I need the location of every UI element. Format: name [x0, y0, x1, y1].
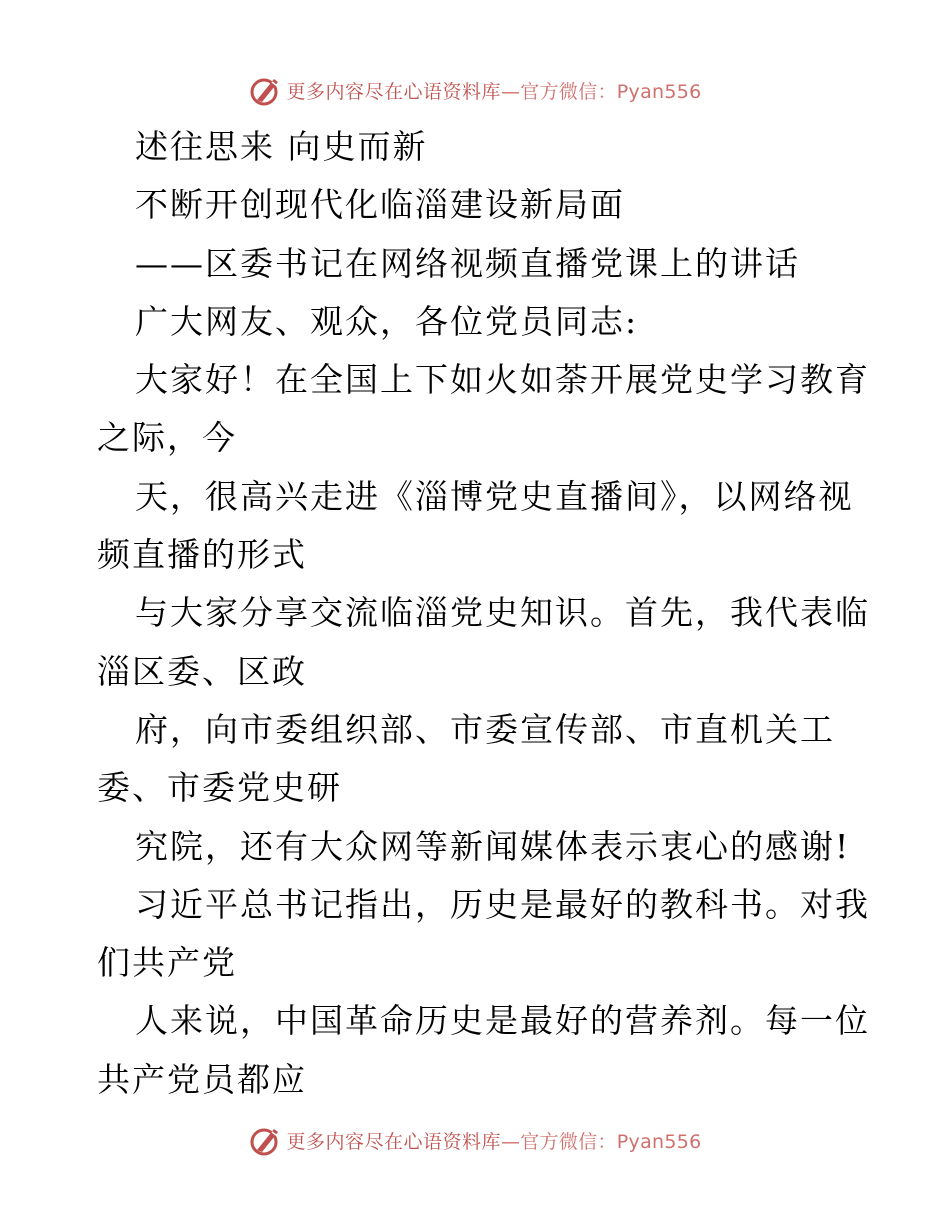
paragraph-line: 共产党员都应 — [97, 1059, 307, 1099]
document-body — [97, 118, 870, 1109]
paragraph-line: 大家好！在全国上下如火如荼开展党史学习教育 — [135, 360, 870, 400]
paragraph-line: 们共产党 — [97, 943, 237, 983]
paragraph-line: 委、市委党史研 — [97, 768, 342, 808]
watermark-text: 更多内容尽在心语资料库 — [286, 80, 501, 103]
paragraph-line: 频直播的形式 — [97, 535, 307, 575]
paragraph-line: 府，向市委组织部、市委宣传部、市直机关工 — [135, 709, 835, 749]
paragraph-line: 究院，还有大众网等新闻媒体表示衷心的感谢! — [135, 826, 851, 866]
document-subtitle: 不断开创现代化临淄建设新局面 — [135, 185, 625, 225]
paragraph-line: 天，很高兴走进《淄博党史直播间》，以网络视 — [135, 476, 854, 516]
paragraph-line: 习近平总书记指出，历史是最好的教科书。对我 — [135, 884, 870, 924]
watermark-contact: —官方微信：Pyan556 — [500, 80, 702, 103]
quill-pen-logo-icon — [248, 73, 282, 107]
quill-pen-logo-icon — [248, 1123, 282, 1157]
document-byline: ——区委书记在网络视频直播党课上的讲话 — [135, 243, 800, 283]
watermark-text: 更多内容尽在心语资料库 — [286, 1130, 501, 1153]
paragraph-line: 与大家分享交流临淄党史知识。首先，我代表临 — [135, 593, 870, 633]
watermark-contact: —官方微信：Pyan556 — [500, 1130, 702, 1153]
paragraph-line: 人来说，中国革命历史是最好的营养剂。每一位 — [135, 1001, 870, 1041]
footer-watermark — [0, 1120, 950, 1160]
document-title: 述往思来 向史而新 — [135, 127, 428, 166]
header-watermark — [0, 70, 950, 110]
paragraph-line: 淄区委、区政 — [97, 651, 307, 691]
paragraph-line: 之际，今 — [97, 418, 237, 458]
salutation-line: 广大网友、观众，各位党员同志: — [135, 301, 639, 341]
